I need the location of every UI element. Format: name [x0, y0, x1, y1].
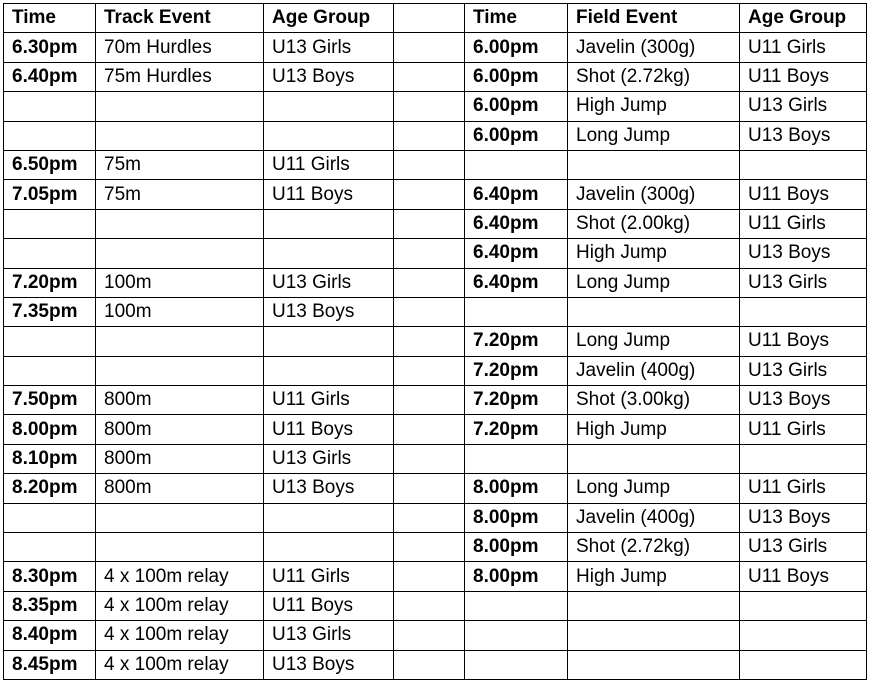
table-row [4, 268, 867, 297]
field-event-cell: Javelin (300g) [568, 180, 740, 209]
field-time-cell: 7.20pm [465, 415, 568, 444]
spacer-cell [394, 92, 465, 121]
field-time-cell: 6.00pm [465, 92, 568, 121]
table-row [4, 327, 867, 356]
table-row [4, 621, 867, 650]
spacer-cell [394, 239, 465, 268]
field-age-group-cell: U11 Girls [740, 474, 867, 503]
track-age-group-cell [264, 239, 394, 268]
track-time-cell [4, 92, 96, 121]
track-age-group-cell: U13 Girls [264, 268, 394, 297]
table-row [4, 503, 867, 532]
field-time-cell [465, 444, 568, 473]
field-age-group-cell: U11 Boys [740, 562, 867, 591]
track-time-cell: 8.30pm [4, 562, 96, 591]
track-age-group-cell: U11 Boys [264, 415, 394, 444]
table-row [4, 562, 867, 591]
track-time-cell: 7.35pm [4, 297, 96, 326]
field-age-group-cell: U13 Girls [740, 356, 867, 385]
spacer-cell [394, 562, 465, 591]
field-event-cell: Shot (2.72kg) [568, 62, 740, 91]
track-event-cell: 4 x 100m relay [96, 591, 264, 620]
table-row [4, 444, 867, 473]
field-time-cell [465, 297, 568, 326]
track-age-group-cell: U13 Girls [264, 444, 394, 473]
table-row [4, 209, 867, 238]
table-row [4, 150, 867, 179]
spacer-cell [394, 415, 465, 444]
field-time-cell: 6.40pm [465, 268, 568, 297]
field-time-header: Time [465, 4, 568, 33]
track-time-cell [4, 533, 96, 562]
field-event-cell [568, 650, 740, 679]
field-event-cell: Long Jump [568, 327, 740, 356]
field-time-cell [465, 650, 568, 679]
field-event-cell [568, 621, 740, 650]
field-time-cell: 7.20pm [465, 356, 568, 385]
track-event-cell [96, 239, 264, 268]
header-row [4, 4, 867, 33]
table-row [4, 239, 867, 268]
field-time-cell [465, 591, 568, 620]
spacer-cell [394, 268, 465, 297]
track-age-group-cell: U11 Girls [264, 150, 394, 179]
table-row [4, 650, 867, 679]
field-event-cell [568, 444, 740, 473]
track-age-group-header: Age Group [264, 4, 394, 33]
spacer-cell [394, 591, 465, 620]
table-row [4, 33, 867, 62]
track-age-group-cell [264, 327, 394, 356]
field-time-cell [465, 621, 568, 650]
track-time-cell: 8.45pm [4, 650, 96, 679]
track-time-cell: 7.50pm [4, 386, 96, 415]
track-time-cell: 8.35pm [4, 591, 96, 620]
track-age-group-cell [264, 92, 394, 121]
spacer-cell [394, 444, 465, 473]
table-row [4, 62, 867, 91]
field-age-group-cell [740, 150, 867, 179]
track-event-cell [96, 92, 264, 121]
track-time-cell: 6.30pm [4, 33, 96, 62]
spacer-cell [394, 33, 465, 62]
track-time-cell [4, 209, 96, 238]
field-event-cell: Shot (3.00kg) [568, 386, 740, 415]
track-time-cell: 6.50pm [4, 150, 96, 179]
field-event-header: Field Event [568, 4, 740, 33]
field-event-cell [568, 591, 740, 620]
field-event-cell [568, 297, 740, 326]
track-event-cell: 4 x 100m relay [96, 562, 264, 591]
track-event-cell [96, 121, 264, 150]
track-time-cell: 7.20pm [4, 268, 96, 297]
table-row [4, 415, 867, 444]
spacer-cell [394, 121, 465, 150]
track-time-cell: 6.40pm [4, 62, 96, 91]
field-age-group-cell: U13 Boys [740, 386, 867, 415]
track-time-cell: 7.05pm [4, 180, 96, 209]
track-time-cell [4, 356, 96, 385]
field-event-cell: Shot (2.00kg) [568, 209, 740, 238]
field-age-group-cell: U13 Boys [740, 121, 867, 150]
track-event-cell: 4 x 100m relay [96, 621, 264, 650]
table-row [4, 121, 867, 150]
track-time-header: Time [4, 4, 96, 33]
table-row [4, 356, 867, 385]
field-age-group-cell: U11 Boys [740, 327, 867, 356]
track-event-cell: 800m [96, 474, 264, 503]
track-time-cell: 8.00pm [4, 415, 96, 444]
track-event-cell [96, 533, 264, 562]
field-time-cell [465, 150, 568, 179]
field-age-group-cell [740, 444, 867, 473]
track-age-group-cell: U13 Girls [264, 33, 394, 62]
table-row [4, 297, 867, 326]
spacer-cell [394, 150, 465, 179]
track-age-group-cell: U11 Boys [264, 180, 394, 209]
field-time-cell: 7.20pm [465, 327, 568, 356]
field-event-cell: Javelin (300g) [568, 33, 740, 62]
field-event-cell: Javelin (400g) [568, 503, 740, 532]
field-event-cell: Javelin (400g) [568, 356, 740, 385]
table-row [4, 474, 867, 503]
field-time-cell: 6.00pm [465, 121, 568, 150]
spacer-cell [394, 533, 465, 562]
spacer-cell [394, 297, 465, 326]
schedule-table [3, 3, 867, 680]
field-time-cell: 8.00pm [465, 562, 568, 591]
field-age-group-cell [740, 621, 867, 650]
field-age-group-cell [740, 297, 867, 326]
field-event-cell: High Jump [568, 92, 740, 121]
track-time-cell: 8.40pm [4, 621, 96, 650]
field-event-cell: Shot (2.72kg) [568, 533, 740, 562]
track-time-cell [4, 503, 96, 532]
field-age-group-cell: U13 Boys [740, 503, 867, 532]
table-row [4, 533, 867, 562]
field-event-cell: Long Jump [568, 121, 740, 150]
track-age-group-cell: U13 Boys [264, 297, 394, 326]
field-time-cell: 6.40pm [465, 180, 568, 209]
track-age-group-cell: U13 Boys [264, 62, 394, 91]
spacer-cell [394, 650, 465, 679]
track-event-cell [96, 327, 264, 356]
track-time-cell: 8.20pm [4, 474, 96, 503]
field-time-cell: 8.00pm [465, 503, 568, 532]
spacer-cell [394, 474, 465, 503]
track-age-group-cell [264, 356, 394, 385]
field-age-group-cell: U13 Girls [740, 533, 867, 562]
track-time-cell [4, 121, 96, 150]
spacer-cell [394, 386, 465, 415]
track-event-cell: 800m [96, 444, 264, 473]
field-time-cell: 6.40pm [465, 209, 568, 238]
track-age-group-cell [264, 533, 394, 562]
track-age-group-cell: U13 Girls [264, 621, 394, 650]
track-event-cell: 800m [96, 415, 264, 444]
field-event-cell: Long Jump [568, 474, 740, 503]
track-event-cell: 75m Hurdles [96, 62, 264, 91]
spacer-header [394, 4, 465, 33]
field-age-group-cell: U11 Boys [740, 62, 867, 91]
spacer-cell [394, 327, 465, 356]
track-time-cell: 8.10pm [4, 444, 96, 473]
table-row [4, 180, 867, 209]
field-time-cell: 8.00pm [465, 474, 568, 503]
field-age-group-cell: U13 Girls [740, 92, 867, 121]
track-age-group-cell [264, 503, 394, 532]
field-time-cell: 8.00pm [465, 533, 568, 562]
field-age-group-cell: U11 Girls [740, 415, 867, 444]
track-age-group-cell: U11 Girls [264, 562, 394, 591]
field-age-group-cell: U11 Girls [740, 209, 867, 238]
track-event-cell: 75m [96, 180, 264, 209]
spacer-cell [394, 62, 465, 91]
field-event-cell: High Jump [568, 415, 740, 444]
track-age-group-cell [264, 121, 394, 150]
field-time-cell: 7.20pm [465, 386, 568, 415]
track-age-group-cell: U13 Boys [264, 474, 394, 503]
field-event-cell: High Jump [568, 562, 740, 591]
track-event-cell: 4 x 100m relay [96, 650, 264, 679]
track-event-header: Track Event [96, 4, 264, 33]
field-time-cell: 6.40pm [465, 239, 568, 268]
track-event-cell [96, 209, 264, 238]
field-age-group-cell: U13 Girls [740, 268, 867, 297]
track-age-group-cell [264, 209, 394, 238]
table-row [4, 92, 867, 121]
track-event-cell: 70m Hurdles [96, 33, 264, 62]
spacer-cell [394, 621, 465, 650]
spacer-cell [394, 356, 465, 385]
table-row [4, 591, 867, 620]
field-age-group-cell: U13 Boys [740, 239, 867, 268]
spacer-cell [394, 503, 465, 532]
field-event-cell: High Jump [568, 239, 740, 268]
schedule-body [4, 33, 867, 680]
track-event-cell [96, 356, 264, 385]
track-event-cell: 800m [96, 386, 264, 415]
field-age-group-header: Age Group [740, 4, 867, 33]
track-age-group-cell: U11 Girls [264, 386, 394, 415]
table-row [4, 386, 867, 415]
field-time-cell: 6.00pm [465, 33, 568, 62]
track-time-cell [4, 327, 96, 356]
field-age-group-cell [740, 591, 867, 620]
track-time-cell [4, 239, 96, 268]
track-event-cell [96, 503, 264, 532]
field-age-group-cell [740, 650, 867, 679]
field-event-cell [568, 150, 740, 179]
track-event-cell: 75m [96, 150, 264, 179]
field-event-cell: Long Jump [568, 268, 740, 297]
spacer-cell [394, 180, 465, 209]
spacer-cell [394, 209, 465, 238]
field-age-group-cell: U11 Girls [740, 33, 867, 62]
field-age-group-cell: U11 Boys [740, 180, 867, 209]
track-age-group-cell: U13 Boys [264, 650, 394, 679]
field-time-cell: 6.00pm [465, 62, 568, 91]
track-event-cell: 100m [96, 268, 264, 297]
track-age-group-cell: U11 Boys [264, 591, 394, 620]
track-event-cell: 100m [96, 297, 264, 326]
